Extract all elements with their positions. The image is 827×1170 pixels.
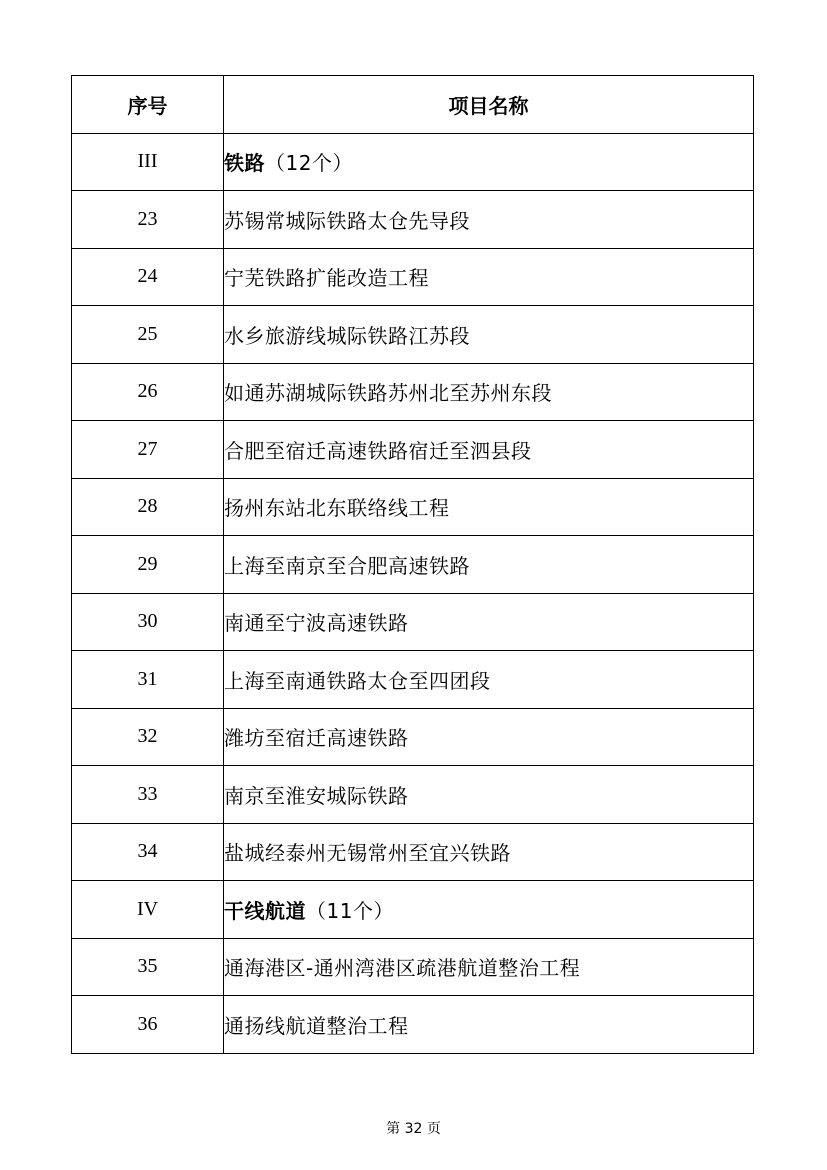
serial-number-cell: 35 (72, 938, 224, 996)
project-table (71, 75, 754, 1054)
section-name-cell (224, 881, 754, 939)
project-name-cell: 通扬线航道整治工程 (224, 996, 754, 1054)
table-row (72, 766, 754, 824)
serial-number-cell: 27 (72, 421, 224, 479)
project-name-cell: 潍坊至宿迁高速铁路 (224, 708, 754, 766)
project-name-cell: 南京至淮安城际铁路 (224, 766, 754, 824)
serial-number-cell: 28 (72, 478, 224, 536)
section-name-cell (224, 133, 754, 191)
serial-number-cell: 29 (72, 536, 224, 594)
project-name-cell: 上海至南通铁路太仓至四团段 (224, 651, 754, 709)
table-row (72, 708, 754, 766)
table-row (72, 651, 754, 709)
project-name-cell: 宁芜铁路扩能改造工程 (224, 248, 754, 306)
project-name-cell: 通海港区-通州湾港区疏港航道整治工程 (224, 938, 754, 996)
section-row (72, 881, 754, 939)
serial-number-cell: 30 (72, 593, 224, 651)
table-row (72, 536, 754, 594)
section-title: 铁路 (224, 151, 265, 176)
project-name-cell: 水乡旅游线城际铁路江苏段 (224, 306, 754, 364)
table-row (72, 593, 754, 651)
table-header-row (72, 76, 754, 134)
project-name-cell: 如通苏湖城际铁路苏州北至苏州东段 (224, 363, 754, 421)
project-name-cell: 上海至南京至合肥高速铁路 (224, 536, 754, 594)
serial-number-cell: 31 (72, 651, 224, 709)
serial-number-cell: 34 (72, 823, 224, 881)
table-row (72, 363, 754, 421)
serial-number-cell: 36 (72, 996, 224, 1054)
table-row (72, 478, 754, 536)
serial-number-cell: IV (72, 881, 224, 939)
serial-number-cell: III (72, 133, 224, 191)
table-row (72, 306, 754, 364)
serial-number-cell: 24 (72, 248, 224, 306)
section-count: （12个） (265, 151, 353, 176)
section-row (72, 133, 754, 191)
header-serial-number: 序号 (72, 76, 224, 134)
serial-number-cell: 25 (72, 306, 224, 364)
serial-number-cell: 32 (72, 708, 224, 766)
section-title: 干线航道 (224, 898, 306, 923)
table-row (72, 191, 754, 249)
table-row (72, 421, 754, 479)
table-row (72, 938, 754, 996)
project-name-cell: 苏锡常城际铁路太仓先导段 (224, 191, 754, 249)
header-project-name: 项目名称 (224, 76, 754, 134)
table-row (72, 248, 754, 306)
serial-number-cell: 23 (72, 191, 224, 249)
serial-number-cell: 33 (72, 766, 224, 824)
page-number: 第 32 页 (386, 1121, 441, 1137)
serial-number-cell: 26 (72, 363, 224, 421)
project-name-cell: 南通至宁波高速铁路 (224, 593, 754, 651)
section-count: （11个） (306, 898, 394, 923)
table-row (72, 823, 754, 881)
project-name-cell: 扬州东站北东联络线工程 (224, 478, 754, 536)
project-name-cell: 合肥至宿迁高速铁路宿迁至泗县段 (224, 421, 754, 479)
table-row (72, 996, 754, 1054)
project-name-cell: 盐城经泰州无锡常州至宜兴铁路 (224, 823, 754, 881)
